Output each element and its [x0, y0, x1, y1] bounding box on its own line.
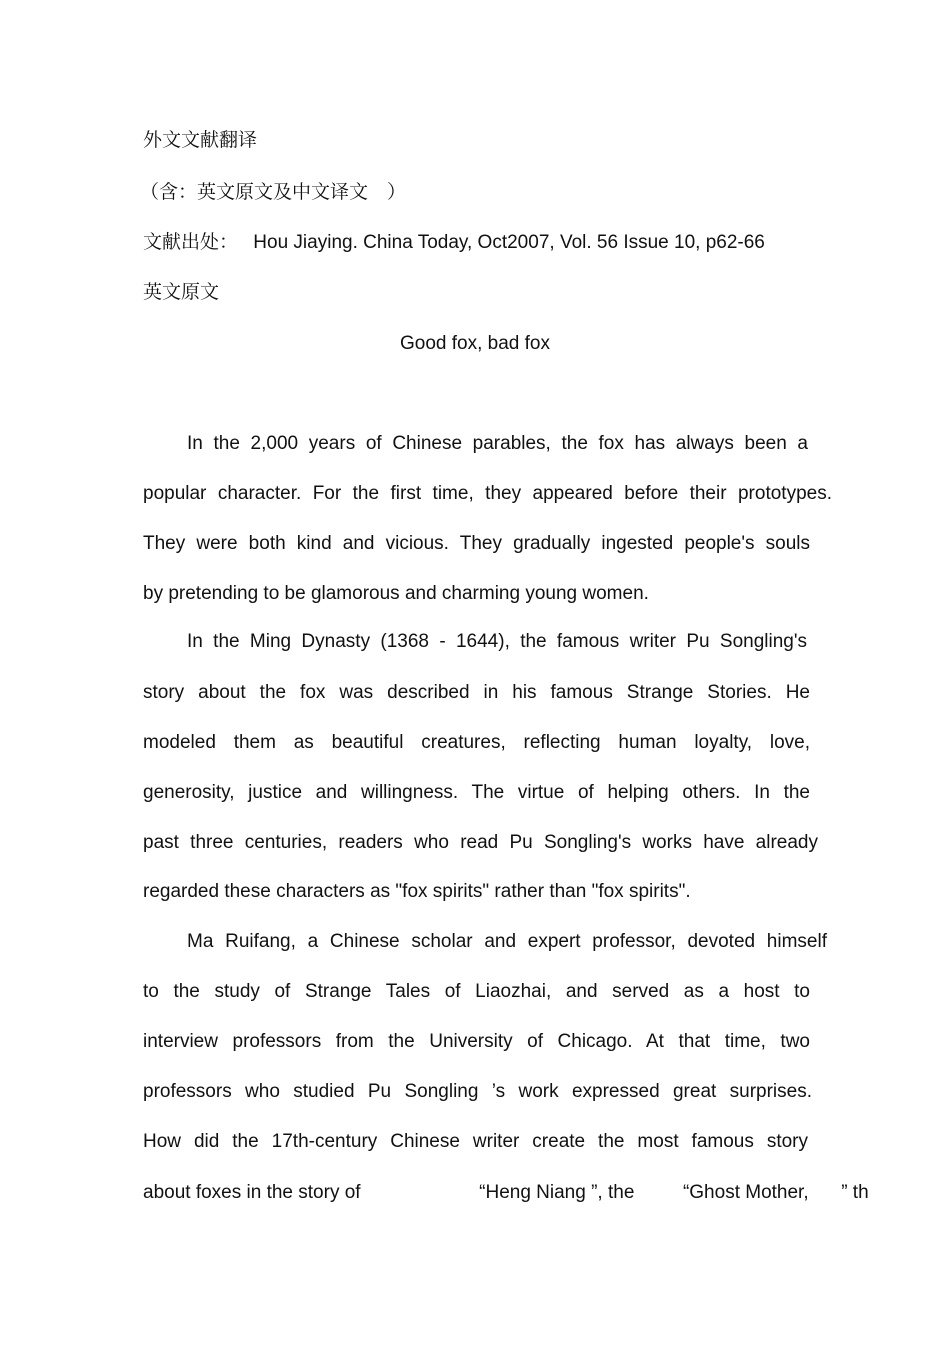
- last-line-quote-1: “Heng Niang ”, the: [479, 1182, 635, 1203]
- source-line: [143, 230, 765, 255]
- paragraph-line: generosity, justice and willingness. The virtue of helping others. In the: [143, 782, 810, 803]
- paragraph-line: professors who studied Pu Songling ’s work expressed great surprises.: [143, 1081, 812, 1102]
- source-text: Hou Jiaying. China Today, Oct2007, Vol. 56 Issue 10, p62-66: [253, 232, 765, 253]
- section-label: 英文原文: [143, 281, 220, 303]
- source-label: 文献出处：: [143, 231, 239, 253]
- paragraph-line: interview professors from the University of Chicago. At that time, two: [143, 1031, 810, 1052]
- paragraph-line: Ma Ruifang, a Chinese scholar and expert professor, devoted himself: [187, 931, 827, 952]
- paragraph-line: story about the fox was described in his famous Strange Stories. He: [143, 682, 810, 703]
- paragraph-line: to the study of Strange Tales of Liaozhai, and served as a host to: [143, 981, 810, 1002]
- paragraph-line: They were both kind and vicious. They gradually ingested people's souls: [143, 533, 810, 554]
- paragraph-line: popular character. For the first time, they appeared before their prototypes.: [143, 483, 832, 504]
- last-line-prefix: about foxes in the story of: [143, 1182, 361, 1203]
- paragraph-line: past three centuries, readers who read Pu Songling's works have already: [143, 832, 818, 853]
- paragraph-line: regarded these characters as "fox spirits" rather than "fox spirits".: [143, 881, 691, 902]
- paragraph-line: by pretending to be glamorous and charming young women.: [143, 583, 649, 604]
- article-title: Good fox, bad fox: [400, 333, 550, 354]
- paragraph-line: In the Ming Dynasty (1368 - 1644), the famous writer Pu Songling's: [187, 631, 807, 652]
- document-heading: 外文文献翻译: [143, 129, 258, 151]
- last-line-quote-2: “Ghost Mother,: [682, 1182, 809, 1203]
- paragraph-line-last: [143, 1181, 950, 1205]
- paragraph-line: modeled them as beautiful creatures, reflecting human loyalty, love,: [143, 732, 810, 753]
- paragraph-line: In the 2,000 years of Chinese parables, the fox has always been a: [187, 433, 808, 454]
- paragraph-line: How did the 17th-century Chinese writer create the most famous story: [143, 1131, 808, 1152]
- last-line-tail: ” th: [841, 1182, 869, 1203]
- document-note: （含：英文原文及中文译文 ）: [140, 181, 407, 203]
